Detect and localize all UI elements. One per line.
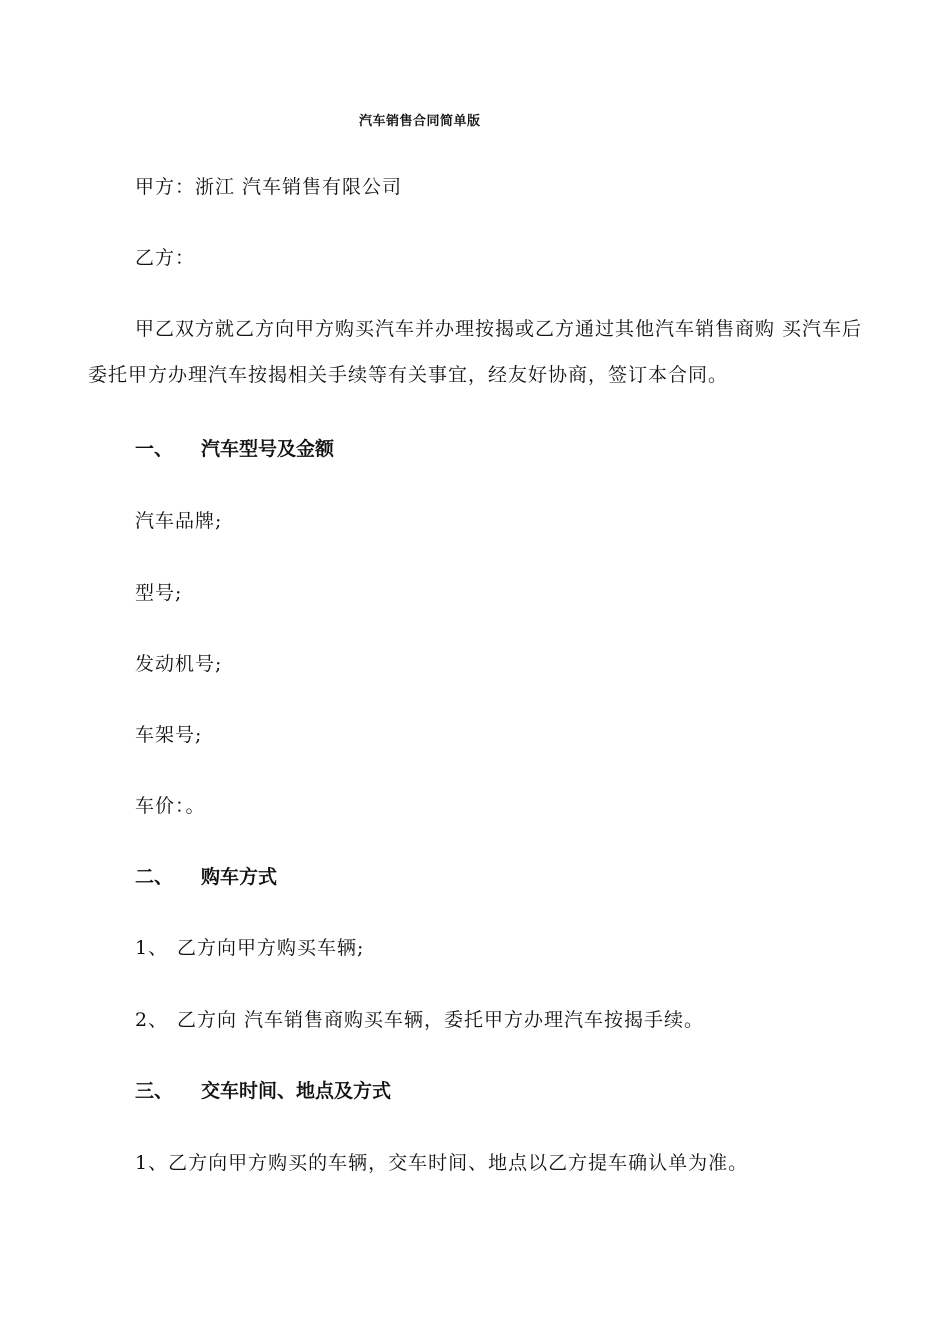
section-1-title: 汽车型号及金额 (201, 438, 335, 460)
section-1-heading (135, 437, 334, 461)
item-number: 2、 (135, 1009, 169, 1031)
intro-paragraph: 甲乙双方就乙方向甲方购买汽车并办理按揭或乙方通过其他汽车销售商购 买汽车后委托甲方办理汽车按揭相关手续等有关事宜，经友好协商，签订本合同。 (88, 318, 863, 386)
section-3-item-1 (135, 1151, 748, 1175)
item-text: 乙方向 汽车销售商购买车辆，委托甲方办理汽车按揭手续。 (177, 1009, 705, 1031)
section-3-number: 三、 (135, 1080, 174, 1102)
item-text: 乙方向甲方购买车辆; (177, 937, 365, 959)
section-2-title: 购车方式 (201, 866, 278, 888)
section-2-item-1 (135, 936, 364, 960)
document-title: 汽车销售合同简单版 (359, 114, 481, 129)
section-2-heading (135, 865, 277, 889)
item-number: 1、 (135, 937, 169, 959)
party-b-line: 乙方： (135, 247, 196, 269)
field-brand: 汽车品牌; (135, 510, 223, 532)
section-3-title: 交车时间、地点及方式 (201, 1080, 392, 1102)
field-model: 型号; (135, 582, 183, 604)
field-price: 车价：。 (135, 795, 206, 817)
section-1-number: 一、 (135, 438, 174, 460)
section-2-item-2 (135, 1008, 704, 1032)
field-engine-number: 发动机号; (135, 653, 223, 675)
party-a-line: 甲方：浙江 汽车销售有限公司 (135, 176, 403, 198)
field-frame-number: 车架号; (135, 724, 203, 746)
item-number: 1、 (135, 1152, 169, 1174)
section-2-number: 二、 (135, 866, 174, 888)
section-3-heading (135, 1079, 391, 1103)
item-text: 乙方向甲方购买的车辆，交车时间、地点以乙方提车确认单为准。 (168, 1152, 749, 1174)
